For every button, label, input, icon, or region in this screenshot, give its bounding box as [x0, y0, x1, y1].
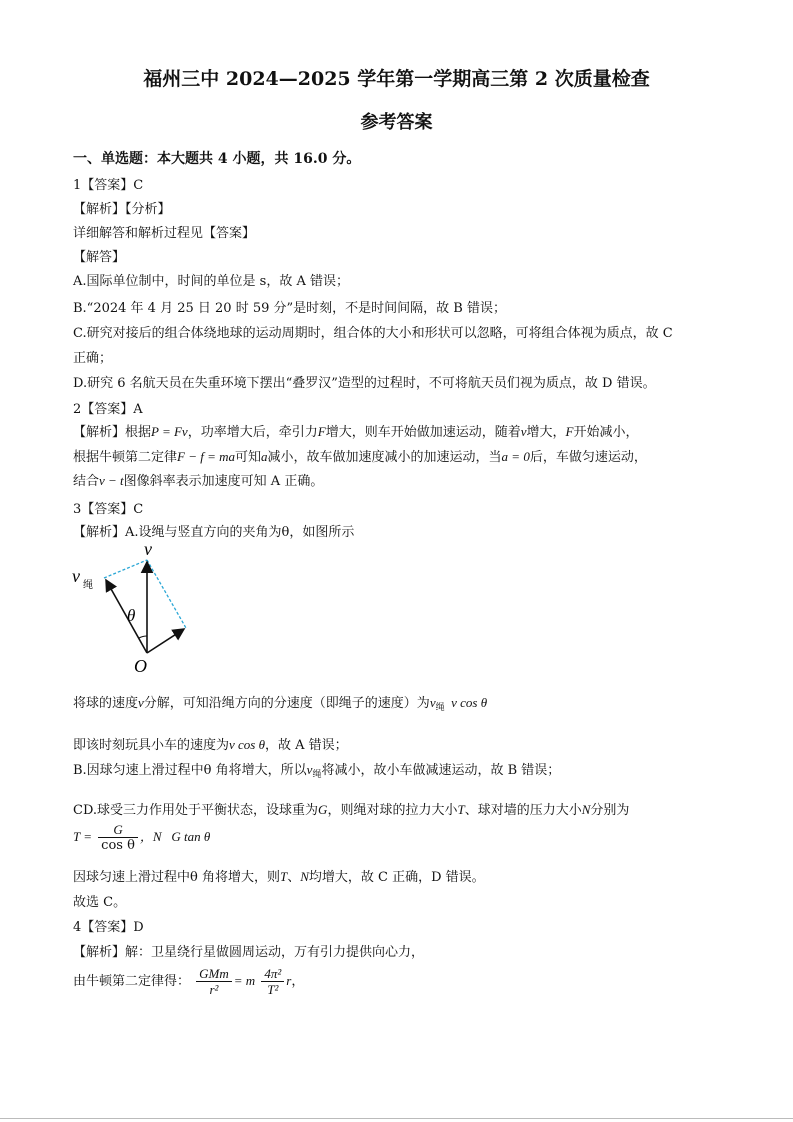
q2-l2-text-d: 后，车做匀速运动， [529, 450, 647, 465]
q3-line7 [73, 866, 485, 885]
q3-l3-eq: v cos θ [229, 737, 266, 752]
q4-l2-text-a: 由牛顿第二定律得： [73, 974, 191, 989]
q3-l6-denominator: cos θ [101, 838, 135, 853]
q3-l4-var-v: v [306, 762, 313, 777]
q4-denominator-1: r² [209, 982, 219, 997]
q3-l5-var-n: N [581, 802, 591, 817]
label-v-rope: v [72, 566, 80, 586]
q3-l2-eq-v: v [429, 695, 436, 710]
q1-option-d: D.研究 6 名航天员在失重环境下摆出“叠罗汉”造型的过程时，不可将航天员们视为质点，故 D 错误。 [73, 376, 656, 391]
q4-line1: 【解析】解：卫星绕行星做圆周运动，万有引力提供向心力， [73, 945, 425, 960]
q3-l2-text-b: 分解，可知沿绳方向的分速度（即绳子的速度）为 [143, 696, 430, 711]
q1-option-a: A.国际单位制中，时间的单位是 s，故 A 错误； [73, 274, 349, 289]
q3-l6-numerator: G [98, 822, 138, 838]
document-title: 福州三中 2024—2025 学年第一学期高三第 2 次质量检查 [143, 68, 650, 90]
q4-numerator-2: 4π² [261, 966, 284, 982]
q1-analysis-tag: 【解析】【分析】 [73, 202, 171, 217]
q3-l7-var-n: N [300, 869, 309, 884]
q4-eq-m: = m [233, 973, 256, 988]
q3-line1: 【解析】A.设绳与竖直方向的夹角为θ，如图所示 [73, 525, 355, 540]
dashed-parallel-line-top [104, 560, 147, 578]
q2-l1-var-v: v [520, 424, 527, 439]
q3-l7-text-c: 均增大，故 C 正确，D 错误。 [308, 870, 485, 885]
q2-l1-text-d: 增大， [526, 425, 566, 440]
q4-fraction-1 [196, 966, 232, 997]
q2-l1-eq: P = Fv [151, 424, 188, 439]
q1-option-b: B.“2024 年 4 月 25 日 20 时 59 分”是时刻，不是时间间隔，故 B 错误； [73, 301, 506, 316]
q3-l5-text-a: CD.球受三力作用处于平衡状态，设球重为 [73, 803, 319, 818]
q2-line1 [73, 421, 638, 440]
label-origin: O [134, 656, 147, 676]
q1-analysis-text: 详细解答和解析过程见【答案】 [73, 226, 256, 241]
q3-l6-fraction [98, 822, 138, 853]
q3-l5-var-t: T [457, 802, 465, 817]
q3-l4-text-a: B.因球匀速上滑过程中θ 角将增大，所以 [73, 763, 307, 778]
q2-l1-var-f2: F [565, 424, 574, 439]
q4-var-r: r [286, 973, 292, 988]
q2-l2-text-a: 根据牛顿第二定律 [73, 450, 178, 465]
label-theta: θ [127, 606, 136, 625]
q3-l2-eq-rest: v cos θ [444, 695, 488, 710]
document-subtitle: 参考答案 [360, 112, 433, 133]
q2-l2-eq2: a = 0 [501, 449, 530, 464]
section-heading: 一、单选题：本大题共 4 小题，共 16.0 分。 [73, 151, 361, 167]
q2-l1-var-f: F [317, 424, 326, 439]
dashed-parallel-line-right [147, 560, 186, 628]
q2-answer: 2【答案】A [73, 402, 143, 417]
velocity-decomposition-diagram [68, 538, 203, 678]
q2-line2 [73, 446, 647, 465]
q3-l2-var-v: v [138, 695, 144, 710]
q3-line2 [73, 692, 487, 713]
q3-l5-text-d: 分别为 [590, 803, 630, 818]
q4-l2-end: ， [291, 974, 305, 989]
q3-line3 [73, 734, 348, 753]
q4-denominator-2: T² [267, 982, 279, 997]
q4-fraction-2 [261, 966, 284, 997]
q2-l2-text-b: 可知 [235, 450, 262, 465]
q3-line4 [73, 759, 560, 780]
q3-line6-formula [73, 822, 210, 853]
q2-l2-eq: F − f = ma [177, 449, 236, 464]
q4-line2-formula [73, 966, 304, 997]
q3-l5-text-b: ，则绳对球的拉力大小 [327, 803, 458, 818]
q3-l7-var-t: T [279, 869, 288, 884]
q2-l3-eq: v − t [99, 473, 124, 488]
q4-answer: 4【答案】D [73, 920, 144, 935]
q2-l1-text-a: 【解析】根据 [73, 425, 152, 440]
q3-l3-text-a: 即该时刻玩具小车的速度为 [73, 738, 230, 753]
q3-line5 [73, 799, 629, 818]
q2-l2-var-a: a [261, 449, 268, 464]
q3-line8: 故选 C。 [73, 895, 127, 910]
q1-option-c-line1: C.研究对接后的组合体绕地球的运动周期时，组合体的大小和形状可以忽略，可将组合体视为质点，故 C [73, 326, 673, 341]
q3-l6-rest: ，N G tan θ [139, 829, 211, 844]
q3-l4-text-b: 将减小，故小车做减速运动，故 B 错误； [321, 763, 561, 778]
label-v: v [144, 539, 152, 559]
q3-answer: 3【答案】C [73, 502, 144, 517]
q3-l6-t-eq: T = [73, 829, 93, 844]
q3-l5-text-c: 、球对墙的压力大小 [464, 803, 582, 818]
q3-l7-text-b: 、 [287, 870, 301, 885]
q1-solution-tag: 【解答】 [73, 250, 126, 265]
q2-l1-text-e: 开始减小， [573, 425, 639, 440]
page-bottom-rule [0, 1118, 793, 1119]
q2-l3-text-b: 图像斜率表示加速度可知 A 正确。 [123, 474, 324, 489]
q1-answer: 1【答案】C [73, 178, 144, 193]
q3-l7-text-a: 因球匀速上滑过程中θ 角将增大，则 [73, 870, 280, 885]
q2-l1-text-c: 增大，则车开始做加速运动，随着 [325, 425, 521, 440]
q3-l3-text-b: ，故 A 错误； [265, 738, 348, 753]
label-v-rope-subscript: 绳 [83, 580, 93, 591]
q3-l2-eq-sub: 绳 [435, 703, 445, 713]
q3-l2-text-a: 将球的速度 [73, 696, 139, 711]
q2-l1-text-b: ，功率增大后，牵引力 [187, 425, 318, 440]
q3-l5-var-g: G [318, 802, 328, 817]
q4-numerator-1: GMm [196, 966, 232, 982]
perpendicular-velocity-vector [147, 629, 184, 653]
q2-l3-text-a: 结合 [73, 474, 100, 489]
q1-option-c-line2: 正确； [73, 351, 113, 366]
q2-line3 [73, 470, 323, 489]
q3-l4-sub: 绳 [312, 770, 322, 780]
q2-l2-text-c: 减小，故车做加速度减小的加速运动，当 [267, 450, 502, 465]
angle-arc [139, 636, 147, 638]
